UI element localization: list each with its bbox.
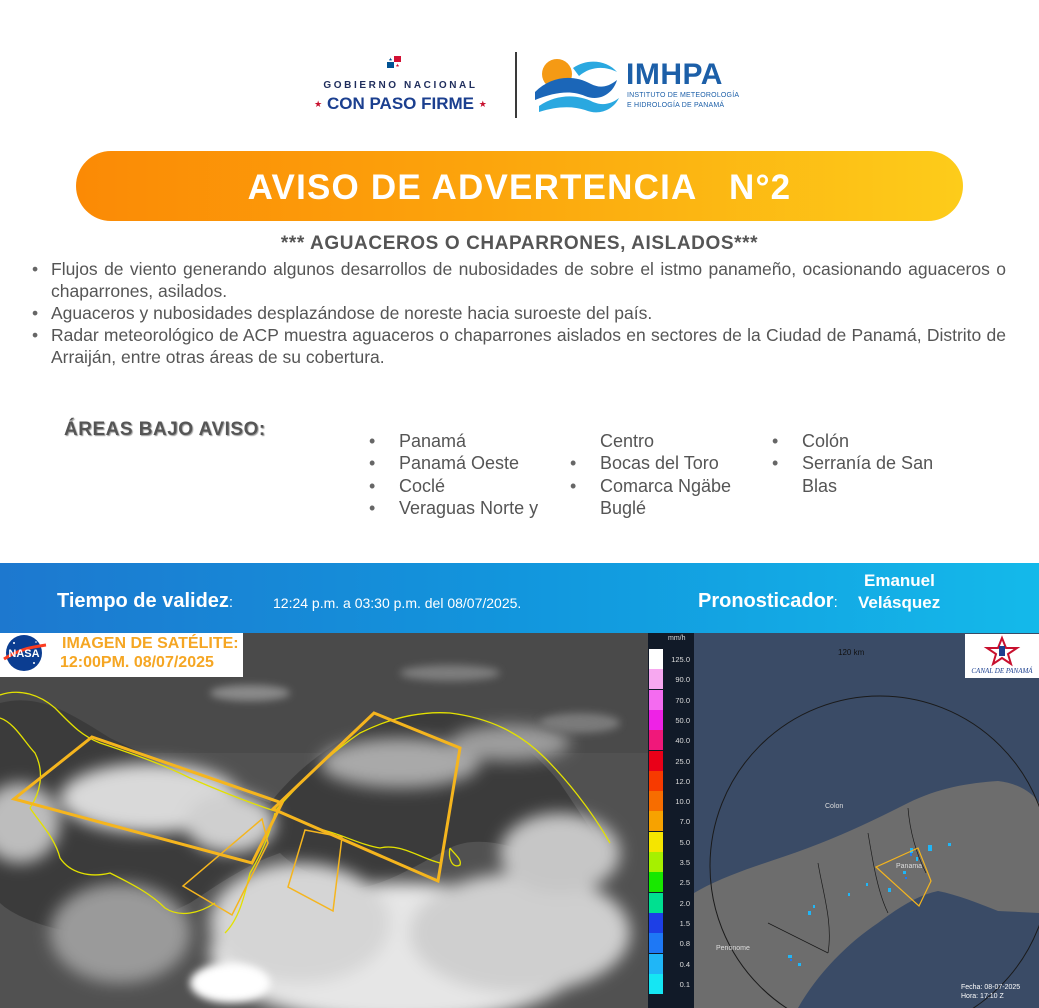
scale-swatch — [649, 649, 663, 669]
bullet-item: • Radar meteorológico de ACP muestra aguaceros o chaparrones aislados en sectores de la Ciudad de Panamá, Distrito de Arraiján, entre otras áreas de su cobertura. — [32, 324, 1006, 368]
scale-label: 70.0 — [675, 695, 690, 705]
area-item: • Panamá — [369, 430, 579, 452]
scale-swatch — [649, 791, 663, 811]
area-item: • Colón — [772, 430, 972, 452]
forecaster-last-name: Velásquez — [858, 593, 941, 612]
imhpa-subtitle-line2: E HIDROLOGÍA DE PANAMÁ — [627, 102, 725, 109]
radar-time: Hora: 17:10 Z — [961, 993, 1004, 1000]
radar-timestamp — [961, 983, 1020, 1001]
imhpa-name: IMHPA — [626, 58, 723, 91]
scale-row — [648, 832, 694, 852]
scale-swatch — [649, 690, 663, 710]
satellite-map — [0, 633, 648, 1008]
area-item: • Veraguas Norte y — [369, 497, 579, 519]
scale-swatch — [649, 751, 663, 771]
scale-row — [648, 730, 694, 750]
scale-row — [648, 669, 694, 689]
scale-swatch — [649, 771, 663, 791]
scale-label: 50.0 — [675, 715, 690, 725]
forecaster-label: Pronosticador: — [698, 590, 838, 612]
city-label-penonome: Penonome — [716, 945, 750, 952]
scale-row — [648, 913, 694, 933]
imhpa-subtitle-line1: INSTITUTO DE METEOROLOGÍA — [627, 92, 740, 99]
nasa-logo-text: NASA — [8, 648, 40, 660]
scale-row — [648, 954, 694, 974]
logo-divider — [515, 52, 517, 118]
warning-title: AVISO DE ADVERTENCIA N°2 — [247, 168, 792, 207]
radar-range-label: 120 km — [838, 648, 865, 657]
area-item: • Serranía de San — [772, 452, 972, 474]
scale-label: 3.5 — [679, 858, 690, 867]
validity-strip — [0, 563, 1039, 633]
scale-swatch — [649, 710, 663, 730]
scale-label: 2.5 — [679, 878, 690, 888]
warning-banner — [76, 151, 963, 221]
con-paso-firme-text — [298, 94, 503, 114]
scale-row — [648, 933, 694, 953]
canal-de-panama-logo — [965, 634, 1039, 678]
area-item: • Coclé — [369, 475, 579, 497]
satellite-label-line2: 12:00PM. 08/07/2025 — [60, 654, 214, 671]
scale-label: 2.0 — [679, 898, 690, 908]
areas-heading: ÁREAS BAJO AVISO: — [64, 419, 266, 440]
scale-unit: mm/h — [668, 635, 686, 642]
scale-row — [648, 690, 694, 710]
bullet-item: • Flujos de viento generando algunos desarrollos de nubosidades de sobre el istmo panameño, ocasionando aguaceros o chaparrones, asilados. — [32, 258, 1006, 302]
scale-swatch — [649, 852, 663, 872]
scale-row — [648, 791, 694, 811]
scale-swatch — [649, 954, 663, 974]
scale-label: 90.0 — [675, 675, 690, 685]
scale-label: 40.0 — [675, 736, 690, 746]
radar-image — [648, 633, 1039, 1008]
scale-row — [648, 771, 694, 791]
scale-label: 1.5 — [679, 918, 690, 928]
scale-label: 0.1 — [679, 979, 690, 989]
forecaster-label-text: Pronosticador — [698, 590, 834, 612]
gobierno-nacional-text: GOBIERNO NACIONAL — [323, 80, 478, 91]
scale-swatch — [649, 832, 663, 852]
scale-swatch — [649, 872, 663, 892]
warning-subtitle: *** AGUACEROS O CHAPARRONES, AISLADOS*** — [280, 233, 759, 254]
canal-star-icon — [965, 634, 1039, 668]
scale-swatch — [649, 893, 663, 913]
scale-row — [648, 852, 694, 872]
con-paso-firme-label: CON PASO FIRME — [326, 94, 475, 113]
scale-label: 0.4 — [679, 959, 690, 969]
scale-swatch — [649, 730, 663, 750]
scale-row — [648, 649, 694, 669]
area-item: Buglé — [600, 497, 647, 518]
star-icon: ★ — [314, 99, 323, 110]
scale-swatch — [649, 669, 663, 689]
area-item: Blas — [802, 475, 838, 496]
area-item: • Panamá Oeste — [369, 452, 579, 474]
scale-swatch — [649, 811, 663, 831]
nasa-logo-icon — [0, 633, 48, 673]
validity-label: Tiempo de validez: — [57, 590, 234, 612]
scale-row — [648, 893, 694, 913]
warning-bullets — [32, 258, 1006, 368]
areas-column-1 — [369, 430, 579, 519]
satellite-label-line1: IMAGEN DE SATÉLITE: — [62, 635, 239, 652]
radar-date: Fecha: 08-07-2025 — [961, 984, 1021, 991]
scale-label: 125.0 — [671, 655, 690, 664]
satellite-label — [0, 633, 243, 677]
star-icon: ★ — [478, 99, 487, 110]
scale-row — [648, 751, 694, 771]
scale-swatch — [649, 933, 663, 953]
scale-label: 10.0 — [675, 797, 690, 807]
scale-label: 0.8 — [679, 939, 690, 949]
scale-label: 5.0 — [679, 837, 690, 847]
radar-map — [648, 633, 1039, 1008]
area-item: • Bocas del Toro — [570, 452, 770, 474]
scale-swatch — [649, 913, 663, 933]
scale-label: 12.0 — [675, 776, 690, 786]
area-item: • Comarca Ngäbe — [570, 475, 770, 497]
scale-swatch — [649, 974, 663, 994]
validity-label-text: Tiempo de validez — [57, 590, 229, 612]
area-item: Centro — [600, 431, 655, 451]
scale-row — [648, 710, 694, 730]
scale-label: 7.0 — [679, 817, 690, 827]
areas-column-3 — [772, 430, 972, 497]
city-label-colon: Colon — [825, 803, 844, 810]
scale-label: 25.0 — [675, 756, 690, 766]
canal-de-panama-text: CANAL DE PANAMÁ — [971, 667, 1033, 675]
panama-flag-icon — [387, 56, 401, 68]
city-label-panama: Panama — [896, 863, 923, 870]
scale-row — [648, 811, 694, 831]
satellite-image — [0, 633, 648, 1008]
bullet-item: • Aguaceros y nubosidades desplazándose de noreste hacia suroeste del país. — [32, 302, 1006, 324]
scale-row — [648, 974, 694, 994]
areas-column-2 — [570, 430, 770, 519]
rain-rate-scale — [648, 633, 694, 1008]
scale-row — [648, 872, 694, 892]
validity-value: 12:24 p.m. a 03:30 p.m. del 08/07/2025. — [273, 595, 522, 611]
imhpa-logo-icon — [533, 54, 621, 116]
forecaster-first-name: Emanuel — [864, 571, 935, 590]
